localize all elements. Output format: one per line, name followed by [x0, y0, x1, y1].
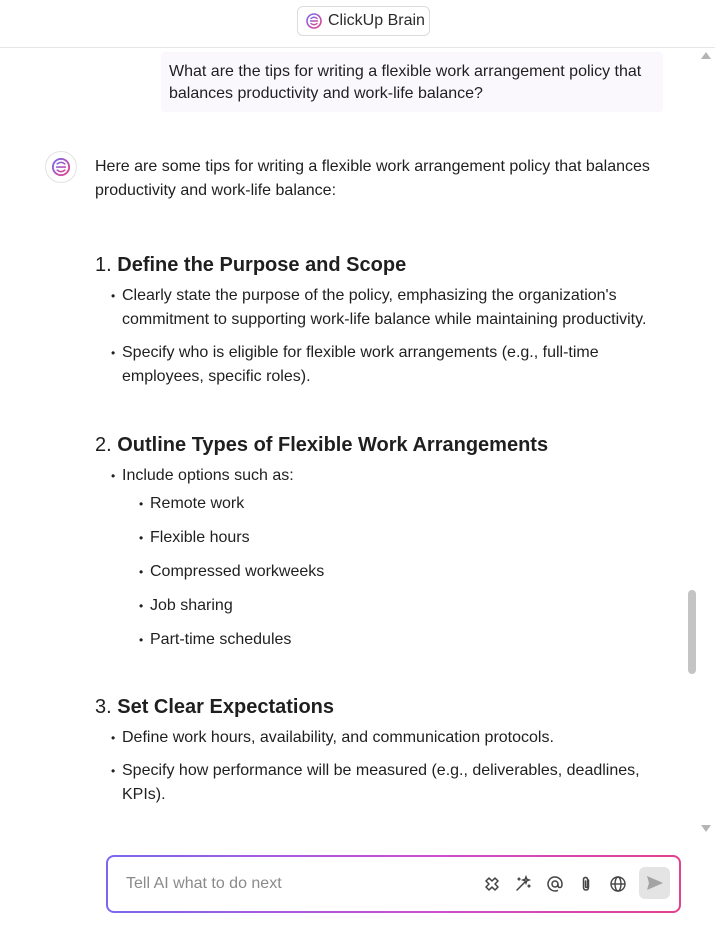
- top-bar: [0, 0, 715, 48]
- puzzle-icon[interactable]: [482, 874, 502, 894]
- section-3: [95, 695, 665, 807]
- section-2: [95, 433, 665, 652]
- list-item: • Define work hours, availability, and communication protocols.: [111, 726, 665, 750]
- user-message: What are the tips for writing a flexible work arrangement policy that balances productivity and work-life balance?: [161, 52, 663, 112]
- clickup-brain-logo-icon: [306, 13, 322, 29]
- magic-wand-icon[interactable]: [513, 874, 533, 894]
- scroll-up-arrow-icon[interactable]: [701, 52, 711, 59]
- scroll-down-arrow-icon[interactable]: [701, 825, 711, 832]
- list-item: • Clearly state the purpose of the policy, emphasizing the organization's commitment to supporting work-life balance while maintaining productivity.: [111, 284, 665, 332]
- scrollbar-thumb[interactable]: [688, 590, 696, 674]
- at-mention-icon[interactable]: [545, 874, 565, 894]
- composer-inner: [108, 857, 679, 911]
- composer: [106, 855, 681, 913]
- ai-message: [95, 155, 665, 851]
- list-item: • Include options such as: • Remote work • Flexible hours • Compressed workweeks • Job sharing • Part-time schedules: [111, 464, 665, 652]
- ai-avatar: [45, 151, 77, 183]
- send-button[interactable]: [639, 867, 670, 899]
- brand-button[interactable]: [297, 6, 430, 36]
- ai-intro: Here are some tips for writing a flexible work arrangement policy that balances productivity and work-life balance:: [95, 158, 650, 199]
- sub-list-item: • Flexible hours: [139, 526, 665, 550]
- section-1: [95, 253, 665, 389]
- list-item: • Specify how performance will be measured (e.g., deliverables, deadlines, KPIs).: [111, 759, 665, 807]
- sub-list-item: • Job sharing: [139, 594, 665, 618]
- paperclip-icon[interactable]: [576, 874, 596, 894]
- send-icon: [646, 875, 664, 891]
- section-heading: 2. Outline Types of Flexible Work Arrangements: [95, 434, 549, 456]
- sub-list-item: • Compressed workweeks: [139, 560, 665, 584]
- brand-label: ClickUp Brain: [328, 12, 425, 29]
- prompt-input[interactable]: [126, 871, 456, 897]
- globe-icon[interactable]: [608, 874, 628, 894]
- clickup-brain-avatar-icon: [51, 157, 71, 177]
- list-item: • Specify who is eligible for flexible work arrangements (e.g., full-time employees, specific roles).: [111, 341, 665, 389]
- sub-list-item: • Part-time schedules: [139, 628, 665, 652]
- section-heading: 3. Set Clear Expectations: [95, 696, 334, 718]
- section-heading: 1. Define the Purpose and Scope: [95, 254, 407, 276]
- sub-list-item: • Remote work: [139, 492, 665, 516]
